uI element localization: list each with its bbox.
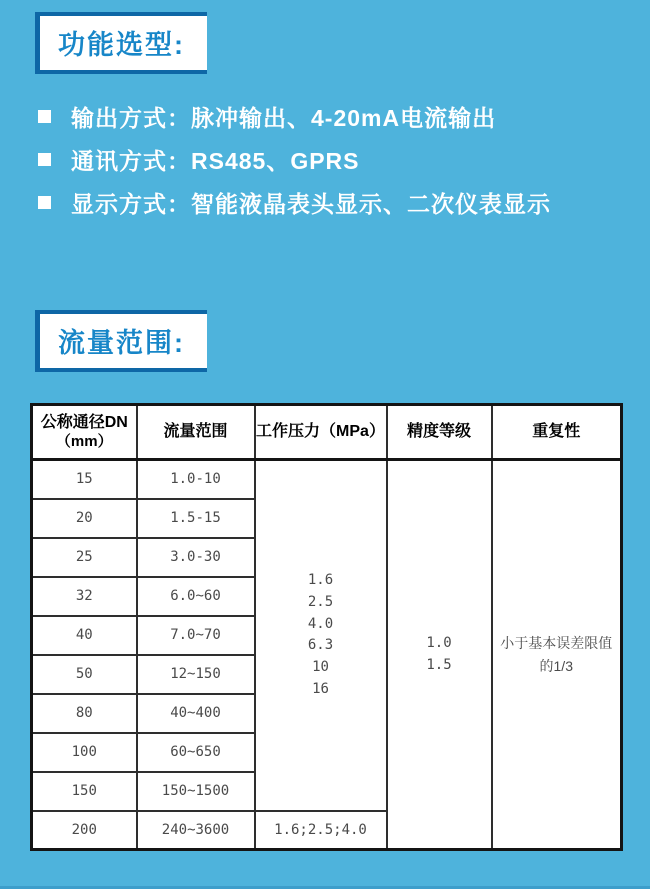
function-bullet-list <box>35 101 650 217</box>
flow-range-table <box>30 403 623 851</box>
dn-cell: 100 <box>32 733 137 772</box>
bullet-comm-mode <box>38 144 650 174</box>
dn-cell: 32 <box>32 577 137 616</box>
square-bullet-icon <box>38 153 51 166</box>
accuracy-value: 1.5 <box>426 656 452 673</box>
dn-cell: 25 <box>32 538 137 577</box>
range-cell: 6.0~60 <box>137 577 255 616</box>
section-title-function: 功能选型: <box>35 12 207 74</box>
dn-cell: 80 <box>32 694 137 733</box>
pressure-value: 6.3 <box>307 637 334 654</box>
pressure-value: 16 <box>312 680 329 697</box>
header-working-pressure: 工作压力（MPa） <box>255 405 387 460</box>
header-flow-range: 流量范围 <box>137 405 255 460</box>
table-header-row <box>32 405 622 460</box>
dn-cell: 150 <box>32 772 137 811</box>
header-dn-line1: 公称通径DN <box>40 413 128 431</box>
range-cell: 3.0-30 <box>137 538 255 577</box>
dn-cell: 200 <box>32 811 137 850</box>
dn-cell: 40 <box>32 616 137 655</box>
accuracy-merged-cell <box>387 460 492 850</box>
range-cell: 1.0-10 <box>137 460 255 499</box>
range-cell: 1.5-15 <box>137 499 255 538</box>
range-cell: 150~1500 <box>137 772 255 811</box>
dn-cell: 15 <box>32 460 137 499</box>
bullet-display-mode <box>38 187 650 217</box>
range-cell: 240~3600 <box>137 811 255 850</box>
function-section <box>0 0 650 217</box>
header-accuracy-class: 精度等级 <box>387 405 492 460</box>
range-cell: 12~150 <box>137 655 255 694</box>
range-cell: 60~650 <box>137 733 255 772</box>
bullet-text: 输出方式：脉冲输出、4-20mA电流输出 <box>71 104 497 131</box>
table-row <box>32 460 622 499</box>
pressure-merged-cell <box>255 460 387 811</box>
pressure-value: 4.0 <box>307 615 334 632</box>
square-bullet-icon <box>38 110 51 123</box>
square-bullet-icon <box>38 196 51 209</box>
header-dn-line2: （mm） <box>55 432 113 450</box>
bullet-text: 通讯方式：RS485、GPRS <box>71 147 360 174</box>
pressure-value: 2.5 <box>307 593 334 610</box>
pressure-value: 1.6 <box>307 572 334 589</box>
repeatability-merged-cell: 小于基本误差限值的1/3 <box>492 460 622 850</box>
section-title-flow-range: 流量范围: <box>35 310 207 372</box>
bullet-output-mode <box>38 101 650 131</box>
bullet-text: 显示方式：智能液晶表头显示、二次仪表显示 <box>71 190 551 217</box>
pressure-last-cell: 1.6;2.5;4.0 <box>255 811 387 850</box>
dn-cell: 20 <box>32 499 137 538</box>
range-cell: 40~400 <box>137 694 255 733</box>
range-cell: 7.0~70 <box>137 616 255 655</box>
flow-range-section <box>0 230 650 372</box>
header-dn <box>32 405 137 460</box>
header-repeatability: 重复性 <box>492 405 622 460</box>
accuracy-value: 1.0 <box>426 634 452 651</box>
dn-cell: 50 <box>32 655 137 694</box>
pressure-value: 10 <box>312 658 329 675</box>
